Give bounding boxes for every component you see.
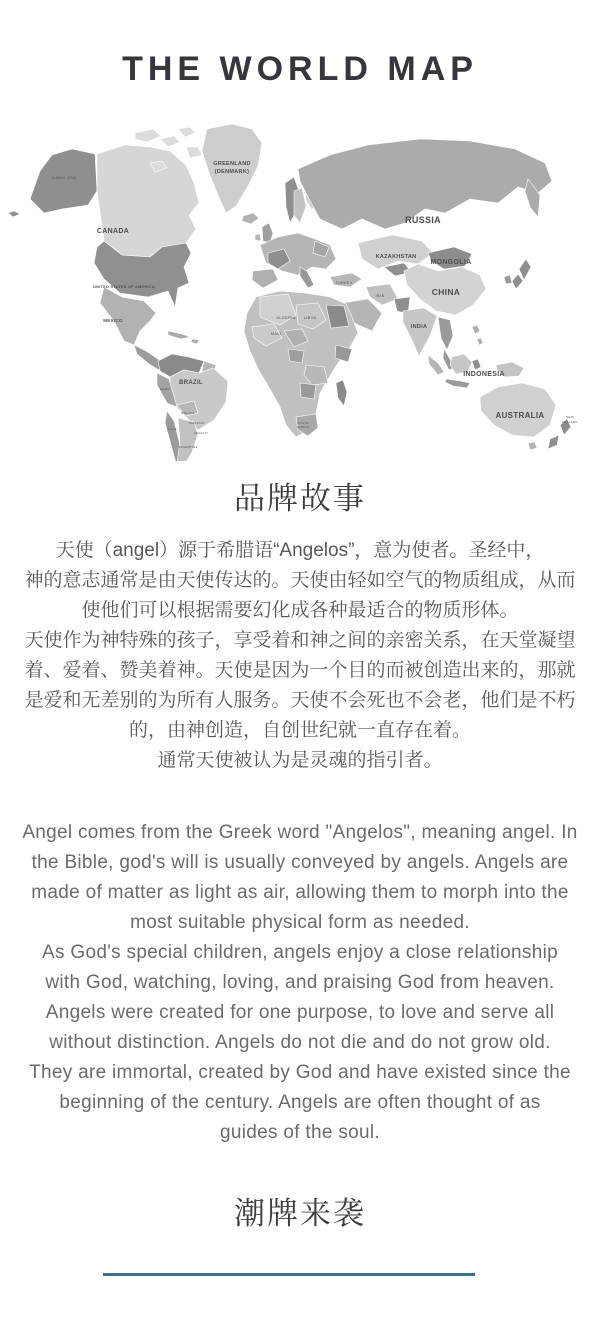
- story-line: Angel comes from the Greek word "Angelos", meaning angel. In: [22, 822, 578, 843]
- map-region-myanmar: [438, 317, 453, 350]
- map-label: ALASKA (USA): [51, 176, 77, 180]
- map-label: AUSTRALIA: [495, 411, 545, 420]
- trend-heading: 潮牌来袭: [234, 1196, 366, 1231]
- map-label: RUSSIA: [405, 215, 441, 225]
- story-line: beginning of the century. Angels are often thought of as: [59, 1092, 541, 1113]
- map-label: CHILE: [167, 427, 177, 431]
- map-region-japan: [512, 259, 531, 289]
- map-label: ALGERIA: [276, 315, 296, 320]
- map-label: ZEALAND: [562, 420, 578, 424]
- story-line: without distinction. Angels do not die and do not grow old.: [49, 1032, 551, 1053]
- story-line: 着、爱着、赞美着神。天使是因为一个目的而被创造出来的，那就: [24, 660, 576, 681]
- brand-story-heading: 品牌故事: [234, 481, 366, 516]
- story-line: 是爱和无差别的为所有人服务。天使不会死也不会老，他们是不朽: [24, 690, 576, 711]
- map-region-philippines: [472, 325, 483, 345]
- world-map: [0, 121, 600, 461]
- map-label: BRAZIL: [179, 380, 203, 386]
- map-label: UNITED STATES OF AMERICA: [93, 285, 155, 289]
- map-label: PERU: [160, 387, 170, 391]
- map-region-iceland: [242, 213, 259, 224]
- story-line: As God's special children, angels enjoy a close relationship: [42, 942, 558, 963]
- map-region-angola: [300, 383, 316, 399]
- story-line: 天使（angel）源于希腊语“Angelos”，意为使者。圣经中，: [55, 540, 545, 561]
- map-label: SOUTH: [297, 421, 309, 425]
- section-divider: [103, 1273, 475, 1276]
- map-region-spain: [252, 269, 278, 288]
- map-label: BOLIVIA: [181, 411, 195, 415]
- map-label: IRAN: [375, 294, 385, 298]
- story-line: Angels were created for one purpose, to love and serve all: [45, 1002, 555, 1023]
- map-label: GREENLAND: [213, 161, 251, 167]
- map-label: INDIA: [410, 324, 428, 330]
- story-line: guides of the soul.: [220, 1122, 380, 1143]
- map-label: NEW: [566, 415, 574, 419]
- world-map-svg: [0, 121, 600, 461]
- map-label: KAZAKHSTAN: [375, 254, 417, 260]
- map-region-sulawesi: [472, 359, 481, 370]
- map-region-tasmania: [528, 442, 537, 450]
- story-line: made of matter as light as air, allowing them to morph into the: [31, 882, 569, 903]
- map-region-alaska: [30, 149, 97, 213]
- story-line: 神的意志通常是由天使传达的。天使由轻如空气的物质组成，从而: [24, 570, 576, 591]
- map-region-java: [445, 379, 470, 388]
- map-label: URUGUAY: [193, 432, 209, 435]
- map-label: LIBYA: [303, 315, 317, 320]
- map-region-sweden: [294, 188, 306, 223]
- map-region-nigeria: [288, 349, 304, 363]
- story-line: 通常天使被认为是灵魂的指引者。: [157, 750, 443, 771]
- story-line: 使他们可以根据需要幻化成各种最适合的物质形体。: [81, 600, 519, 621]
- map-region-australia: [480, 383, 556, 437]
- story-line: They are immortal, created by God and have existed since the: [29, 1062, 571, 1083]
- map-label: CHINA: [431, 287, 461, 297]
- story-line: the Bible, god's will is usually conveyed by angels. Angels are: [31, 852, 569, 873]
- map-region-aleutians: [8, 211, 20, 217]
- map-region-sumatra: [428, 355, 444, 375]
- story-line: with God, watching, loving, and praising God from heaven.: [45, 972, 555, 993]
- map-label: (DENMARK): [214, 169, 250, 175]
- map-region-kazakhstan: [358, 235, 433, 269]
- map-label: CANADA: [96, 228, 130, 235]
- story-line: 天使作为神特殊的孩子，享受着和神之间的亲密关系，在天堂凝望: [24, 630, 576, 651]
- map-region-ireland: [255, 234, 261, 241]
- brand-story-en: [0, 818, 600, 1148]
- map-label: MEXICO: [103, 318, 123, 323]
- map-region-canada: [97, 145, 199, 257]
- brand-story-cn: [0, 536, 600, 776]
- map-label: INDONESIA: [463, 371, 505, 378]
- map-region-madagascar: [336, 380, 347, 406]
- map-region-hispaniola: [191, 339, 199, 344]
- map-label: AFRICA: [296, 425, 310, 429]
- map-region-india: [403, 308, 437, 356]
- map-label: ARGENTINA: [178, 445, 198, 449]
- story-line: most suitable physical form as needed.: [130, 912, 470, 933]
- page-title: THE WORLD MAP: [122, 50, 478, 88]
- story-line: 的，由神创造，自创世纪就一直存在着。: [128, 720, 471, 741]
- map-label: PARAGUAY: [189, 422, 205, 425]
- map-label: MALI: [270, 331, 282, 336]
- map-region-korea: [504, 275, 512, 284]
- map-label: MONGOLIA: [430, 259, 472, 266]
- map-region-cuba: [168, 331, 190, 339]
- map-label: TURKEY: [335, 281, 353, 285]
